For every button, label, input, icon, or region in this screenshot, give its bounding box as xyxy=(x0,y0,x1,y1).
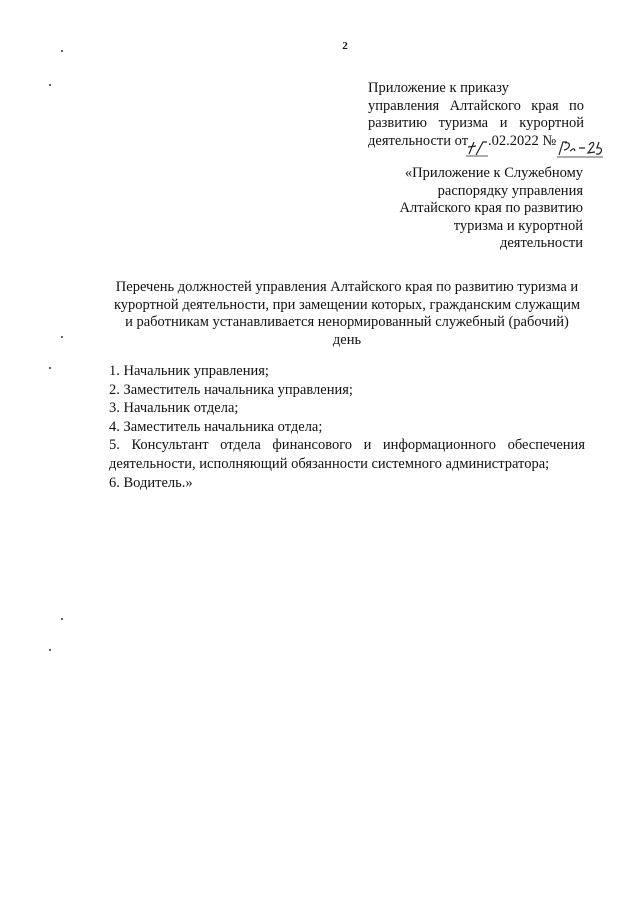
list-item: 3. Начальник отдела; xyxy=(109,400,239,417)
appendix-line-1: Приложение к приказу xyxy=(368,80,509,96)
quoted-line-5: деятельности xyxy=(499,235,583,251)
list-item: 4. Заместитель начальника отдела; xyxy=(109,418,323,435)
scan-speck xyxy=(61,618,63,620)
scan-speck xyxy=(49,367,51,369)
scan-speck xyxy=(49,649,51,651)
handwritten-number-mark xyxy=(557,139,607,161)
quoted-line-3: Алтайского края по развитию xyxy=(399,200,583,216)
positions-list xyxy=(109,362,585,492)
scan-speck xyxy=(61,336,63,338)
quoted-line-2: распорядку управления xyxy=(437,182,583,199)
document-title xyxy=(108,279,586,349)
list-item: 1. Начальник управления; xyxy=(109,363,269,379)
title-line-2: курортной деятельности, при замещении которых, гражданским служащим xyxy=(113,296,581,313)
appendix-line-2: управления Алтайского края по xyxy=(368,97,584,114)
title-line-1: Перечень должностей управления Алтайского края по развитию туризма и xyxy=(115,279,579,295)
scan-speck xyxy=(49,84,51,86)
list-item: 2. Заместитель начальника управления; xyxy=(109,381,353,398)
title-line-3: и работникам устанавливается ненормированный служебный (рабочий) xyxy=(125,314,569,330)
quoted-appendix xyxy=(376,165,583,253)
list-item: деятельности, исполняющий обязанности системного администратора; xyxy=(109,455,550,472)
appendix-date-line xyxy=(368,133,584,151)
quoted-line-4: туризма и курортной xyxy=(453,217,583,234)
date-suffix: .02.2022 № xyxy=(488,132,557,149)
list-item: 6. Водитель.» xyxy=(109,474,193,491)
handwritten-day-mark xyxy=(466,139,488,159)
date-prefix: деятельности от xyxy=(368,132,469,149)
appendix-line-3: развитию туризма и курортной xyxy=(368,115,584,131)
page-number: 2 xyxy=(342,40,348,52)
appendix-header xyxy=(368,80,584,150)
list-item: 5. Консультант отдела финансового и информационного обеспечения xyxy=(109,437,585,454)
quoted-line-1: «Приложение к Служебному xyxy=(404,165,583,181)
scan-speck xyxy=(61,50,63,52)
title-line-4: день xyxy=(332,331,362,348)
